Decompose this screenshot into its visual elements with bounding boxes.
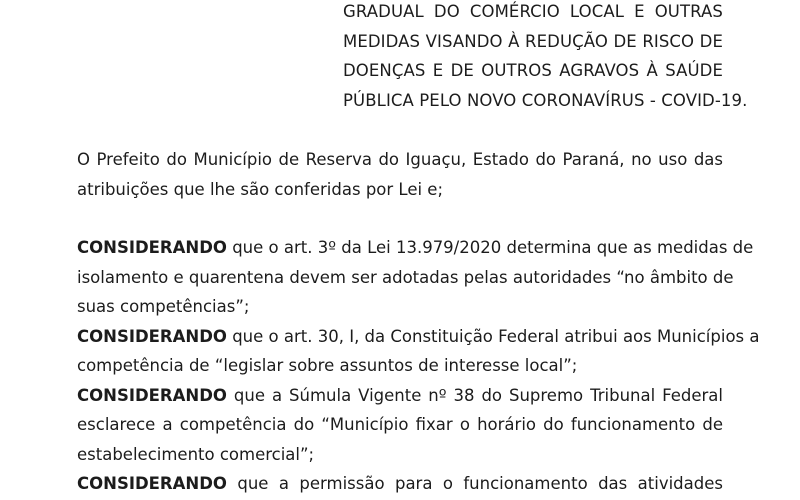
- considerando-keyword: CONSIDERANDO: [77, 326, 227, 346]
- considerando-keyword: CONSIDERANDO: [77, 385, 227, 405]
- ementa-line: PÚBLICA PELO NOVO CORONAVÍRUS - COVID-19.: [343, 90, 748, 110]
- considerando-text: que o art. 3º da Lei 13.979/2020 determina que as medidas de: [226, 238, 754, 257]
- considerando-keyword: CONSIDERANDO: [77, 474, 227, 493]
- considerando-paragraph: [77, 233, 754, 322]
- ementa-line: GRADUAL DO COMÉRCIO LOCAL E OUTRAS: [343, 2, 723, 21]
- preamble-line: O Prefeito do Município de Reserva do Iguaçu, Estado do Paraná, no uso das: [77, 150, 723, 169]
- considerando-text: esclarece a competência do “Município fixar o horário do funcionamento de: [77, 415, 723, 434]
- preamble-line: atribuições que lhe são conferidas por Lei e;: [77, 179, 444, 199]
- considerando-text: competência de “legislar sobre assuntos de interesse local”;: [77, 356, 578, 375]
- considerando-paragraph: [77, 469, 723, 499]
- preamble-paragraph: [77, 145, 723, 204]
- considerando-paragraph: [77, 322, 760, 381]
- ementa-line: DOENÇAS E DE OUTROS AGRAVOS À SAÚDE: [343, 61, 723, 80]
- considerando-text: suas competências”;: [77, 297, 250, 316]
- considerando-text: que a Súmula Vigente nº 38 do Supremo Tribunal Federal: [226, 385, 723, 405]
- considerando-text: estabelecimento comercial”;: [77, 444, 315, 464]
- considerando-paragraph: [77, 381, 723, 470]
- considerandos-section: [77, 233, 760, 499]
- considerando-text: isolamento e quarentena devem ser adotadas pelas autoridades “no âmbito de: [77, 267, 734, 287]
- considerando-keyword: CONSIDERANDO: [77, 238, 227, 257]
- ementa-block: [343, 0, 748, 115]
- considerando-text: que o art. 30, I, da Constituição Federal atribui aos Municípios a: [226, 326, 760, 346]
- ementa-line: MEDIDAS VISANDO À REDUÇÃO DE RISCO DE: [343, 31, 723, 51]
- considerando-text: que a permissão para o funcionamento das atividades: [226, 474, 723, 493]
